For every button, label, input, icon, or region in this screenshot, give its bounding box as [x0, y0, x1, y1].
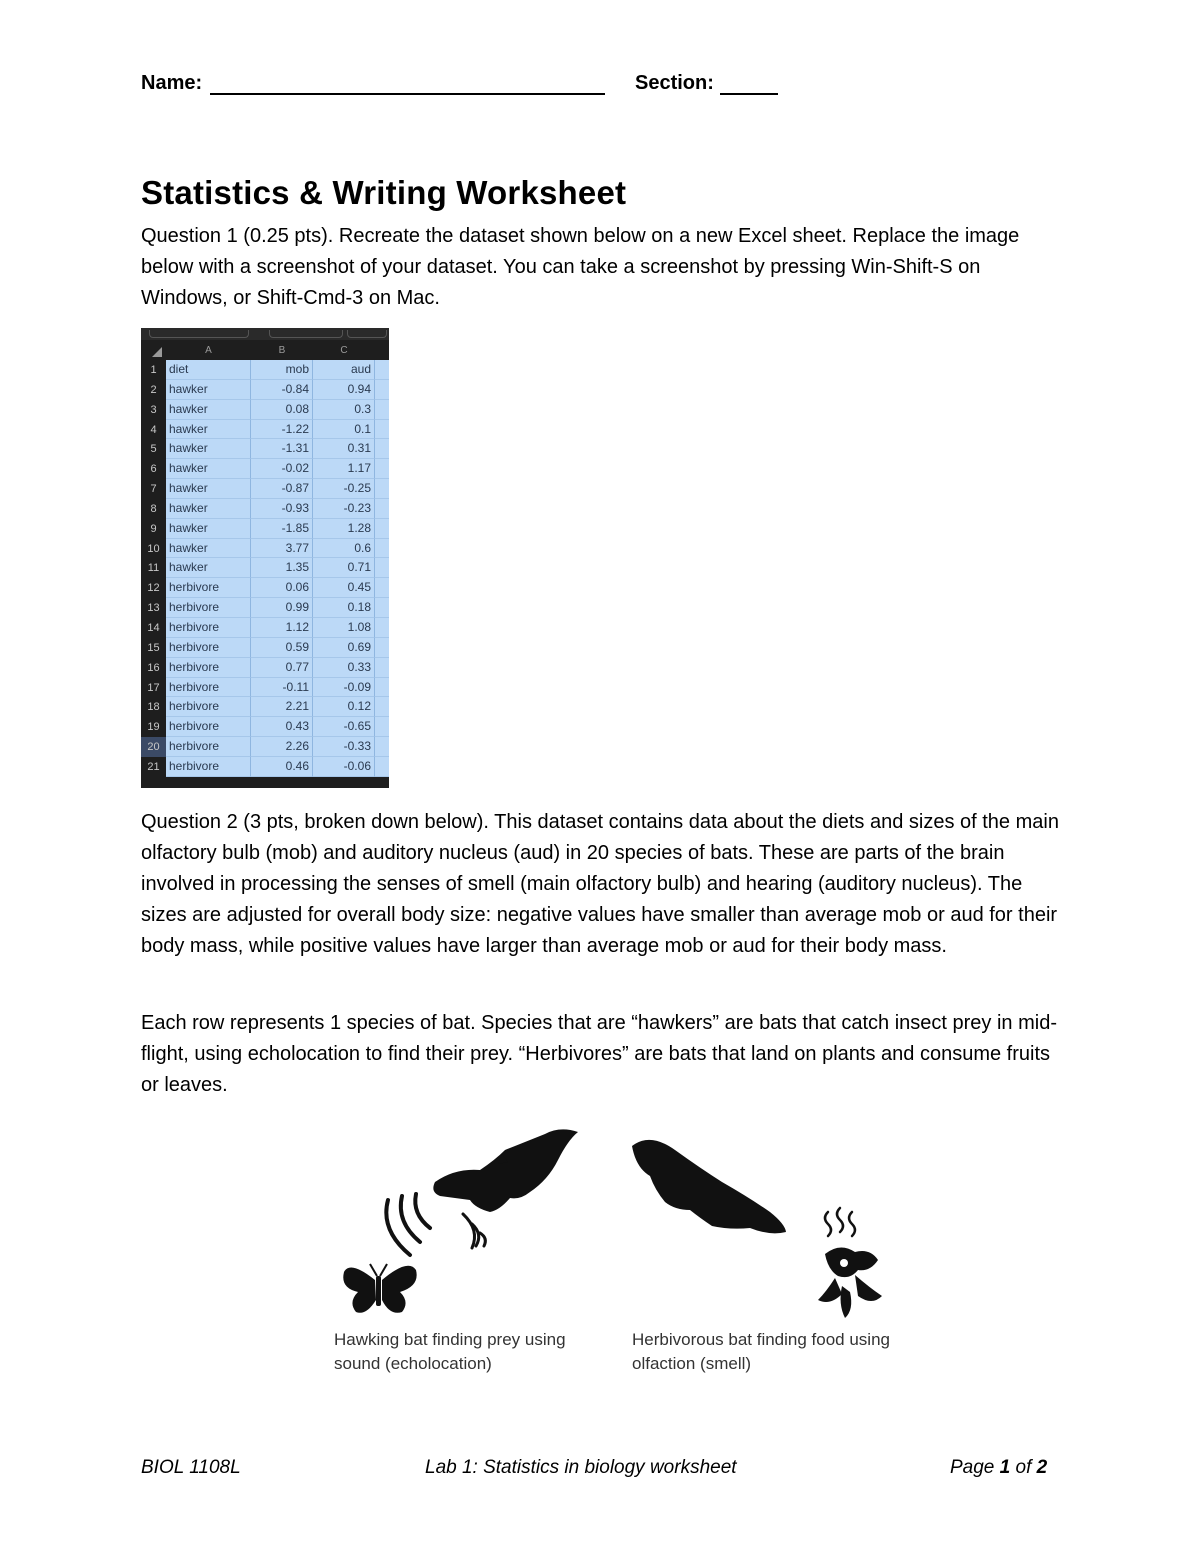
- name-blank[interactable]: [210, 73, 605, 95]
- cell-mob[interactable]: 1.35: [251, 558, 313, 578]
- cell-mob[interactable]: 0.46: [251, 757, 313, 777]
- bat-senses-illustration: [330, 1120, 910, 1380]
- cell-empty: [375, 697, 389, 717]
- cell-diet[interactable]: herbivore: [166, 578, 251, 598]
- row-number: 21: [141, 757, 166, 777]
- row-number: 18: [141, 697, 166, 717]
- cell-aud[interactable]: 0.69: [313, 638, 375, 658]
- page-total: 2: [1036, 1457, 1048, 1478]
- cell-empty: [375, 439, 389, 459]
- cell-aud[interactable]: 0.33: [313, 658, 375, 678]
- butterfly-icon: [343, 1264, 416, 1313]
- cell-empty: [375, 658, 389, 678]
- row-number: 15: [141, 638, 166, 658]
- cell-mob[interactable]: -0.87: [251, 479, 313, 499]
- row-number: 5: [141, 439, 166, 459]
- cell-empty: [375, 479, 389, 499]
- sheet-tab: [269, 330, 343, 338]
- cell-empty: [375, 499, 389, 519]
- cell-aud[interactable]: 0.31: [313, 439, 375, 459]
- plant-icon: [818, 1247, 882, 1318]
- page-current: 1: [999, 1457, 1011, 1478]
- cell-empty: [375, 678, 389, 698]
- cell-mob[interactable]: 0.43: [251, 717, 313, 737]
- cell-diet[interactable]: herbivore: [166, 658, 251, 678]
- row-number: 19: [141, 717, 166, 737]
- row-number: 1: [141, 360, 166, 380]
- cell-mob[interactable]: 0.99: [251, 598, 313, 618]
- sheet-tab: [347, 330, 387, 338]
- row-number: 14: [141, 618, 166, 638]
- cell-aud[interactable]: 1.08: [313, 618, 375, 638]
- cell-empty: [375, 539, 389, 559]
- cell-diet[interactable]: hawker: [166, 459, 251, 479]
- cell-diet[interactable]: herbivore: [166, 737, 251, 757]
- cell-empty: [375, 519, 389, 539]
- cell-empty: [375, 638, 389, 658]
- cell-diet[interactable]: herbivore: [166, 598, 251, 618]
- name-field-row: [141, 72, 605, 95]
- cell-aud[interactable]: 0.45: [313, 578, 375, 598]
- row-number: 6: [141, 459, 166, 479]
- cell-diet[interactable]: herbivore: [166, 757, 251, 777]
- cell-mob[interactable]: -0.02: [251, 459, 313, 479]
- cell-empty: [375, 380, 389, 400]
- row-number: 16: [141, 658, 166, 678]
- cell-mob[interactable]: 2.26: [251, 737, 313, 757]
- footer-page-number: [950, 1457, 1047, 1479]
- page-of: of: [1010, 1457, 1037, 1478]
- cell-diet[interactable]: herbivore: [166, 678, 251, 698]
- cell-diet[interactable]: hawker: [166, 479, 251, 499]
- row-number: 3: [141, 400, 166, 420]
- cell-aud[interactable]: 1.17: [313, 459, 375, 479]
- cell-aud[interactable]: 0.6: [313, 539, 375, 559]
- row-number: 17: [141, 678, 166, 698]
- row-number: 12: [141, 578, 166, 598]
- cell-diet[interactable]: hawker: [166, 380, 251, 400]
- cell-empty: [375, 558, 389, 578]
- cell-diet[interactable]: hawker: [166, 519, 251, 539]
- cell-mob[interactable]: 0.08: [251, 400, 313, 420]
- cell-diet[interactable]: hawker: [166, 539, 251, 559]
- cell-mob[interactable]: -1.31: [251, 439, 313, 459]
- cell-empty: [375, 459, 389, 479]
- cell-aud[interactable]: -0.33: [313, 737, 375, 757]
- cell-mob[interactable]: 3.77: [251, 539, 313, 559]
- cell-mob[interactable]: -1.85: [251, 519, 313, 539]
- cell-aud[interactable]: -0.06: [313, 757, 375, 777]
- cell-aud[interactable]: 0.71: [313, 558, 375, 578]
- cell-aud[interactable]: 0.18: [313, 598, 375, 618]
- cell-mob[interactable]: -0.84: [251, 380, 313, 400]
- page-prefix: Page: [950, 1457, 1000, 1478]
- cell-mob[interactable]: 0.06: [251, 578, 313, 598]
- cell-aud[interactable]: -0.23: [313, 499, 375, 519]
- cell-diet[interactable]: hawker: [166, 420, 251, 440]
- column-header-b: B: [251, 342, 313, 360]
- cell-empty: [375, 737, 389, 757]
- footer-course: BIOL 1108L: [141, 1457, 241, 1478]
- cell-aud[interactable]: -0.09: [313, 678, 375, 698]
- cell-empty: [375, 717, 389, 737]
- row-number: 7: [141, 479, 166, 499]
- sheet-tab: [149, 330, 249, 338]
- row-number: 8: [141, 499, 166, 519]
- cell-empty: [375, 757, 389, 777]
- herbivorous-bat-caption: Herbivorous bat finding food using olfaction (smell): [632, 1330, 890, 1373]
- cell-diet[interactable]: hawker: [166, 499, 251, 519]
- cell-aud[interactable]: 0.3: [313, 400, 375, 420]
- hawking-bat-caption: Hawking bat finding prey using sound (echolocation): [334, 1330, 566, 1373]
- page-title: Statistics & Writing Worksheet: [141, 174, 627, 211]
- spreadsheet-screenshot: [141, 328, 389, 788]
- cell-empty: [375, 578, 389, 598]
- section-blank[interactable]: [720, 73, 778, 95]
- row-number: 10: [141, 539, 166, 559]
- section-field-row: [635, 72, 778, 95]
- cell-mob[interactable]: 1.12: [251, 618, 313, 638]
- herbivorous-bat-icon: [632, 1140, 786, 1233]
- row-number: 20: [141, 737, 166, 757]
- section-label: Section:: [635, 72, 714, 94]
- name-label: Name:: [141, 72, 203, 94]
- sheet-tab-bar: [141, 328, 389, 340]
- row-number: 9: [141, 519, 166, 539]
- cell-diet[interactable]: herbivore: [166, 697, 251, 717]
- row-number: 11: [141, 558, 166, 578]
- cell-diet[interactable]: herbivore: [166, 618, 251, 638]
- cell-mob[interactable]: 2.21: [251, 697, 313, 717]
- cell-empty: [375, 400, 389, 420]
- row-number: 2: [141, 380, 166, 400]
- cell-diet[interactable]: hawker: [166, 400, 251, 420]
- question-2-paragraph-2: Each row represents 1 species of bat. Species that are “hawkers” are bats that catch insect prey in mid-flight, using echolocation to find their prey. “Herbivores” are bats that land on plants and consume fruits or leaves.: [141, 1012, 1057, 1096]
- question-2-text: Question 2 (3 pts, broken down below). This dataset contains data about the diets and sizes of the main olfactory bulb (mob) and auditory nucleus (aud) in 20 species of bats. These are parts of the brain involved in processing the senses of smell (main olfactory bulb) and hearing (auditory nucleus). The sizes are adjusted for overall body size: negative values have smaller than average mob or aud for their body mass, while positive values have larger than average mob or aud for their body mass.: [141, 811, 1059, 957]
- cell-mob[interactable]: -0.11: [251, 678, 313, 698]
- cell-mob[interactable]: -1.22: [251, 420, 313, 440]
- smell-lines-icon: [825, 1208, 855, 1236]
- sound-waves-icon: [386, 1194, 485, 1255]
- cell-aud[interactable]: aud: [313, 360, 375, 380]
- question-1-text: Question 1 (0.25 pts). Recreate the dataset shown below on a new Excel sheet. Replace the image below with a screenshot of your dataset. You can take a screenshot by pressing Win-Shift-S on Windows, or Shift-Cmd-3 on Mac.: [141, 225, 1020, 309]
- hawking-bat-icon: [433, 1129, 578, 1212]
- cell-mob[interactable]: -0.93: [251, 499, 313, 519]
- cell-diet[interactable]: hawker: [166, 439, 251, 459]
- cell-aud[interactable]: 0.94: [313, 380, 375, 400]
- cell-empty: [375, 360, 389, 380]
- cell-aud[interactable]: -0.65: [313, 717, 375, 737]
- column-header-a: A: [166, 342, 251, 360]
- cell-diet[interactable]: herbivore: [166, 638, 251, 658]
- row-number: 13: [141, 598, 166, 618]
- cell-aud[interactable]: 0.12: [313, 697, 375, 717]
- cell-mob[interactable]: 0.59: [251, 638, 313, 658]
- cell-diet[interactable]: hawker: [166, 558, 251, 578]
- cell-diet[interactable]: herbivore: [166, 717, 251, 737]
- column-header-c: C: [313, 342, 375, 360]
- cell-aud[interactable]: 0.1: [313, 420, 375, 440]
- cell-empty: [375, 420, 389, 440]
- cell-mob[interactable]: 0.77: [251, 658, 313, 678]
- cell-aud[interactable]: -0.25: [313, 479, 375, 499]
- row-number: 4: [141, 420, 166, 440]
- cell-mob[interactable]: mob: [251, 360, 313, 380]
- cell-empty: [375, 598, 389, 618]
- footer-lab-title: Lab 1: Statistics in biology worksheet: [425, 1457, 737, 1478]
- cell-diet[interactable]: diet: [166, 360, 251, 380]
- cell-aud[interactable]: 1.28: [313, 519, 375, 539]
- select-all-corner: [141, 342, 166, 360]
- cell-empty: [375, 618, 389, 638]
- bat-silhouettes-graphic: [330, 1120, 910, 1325]
